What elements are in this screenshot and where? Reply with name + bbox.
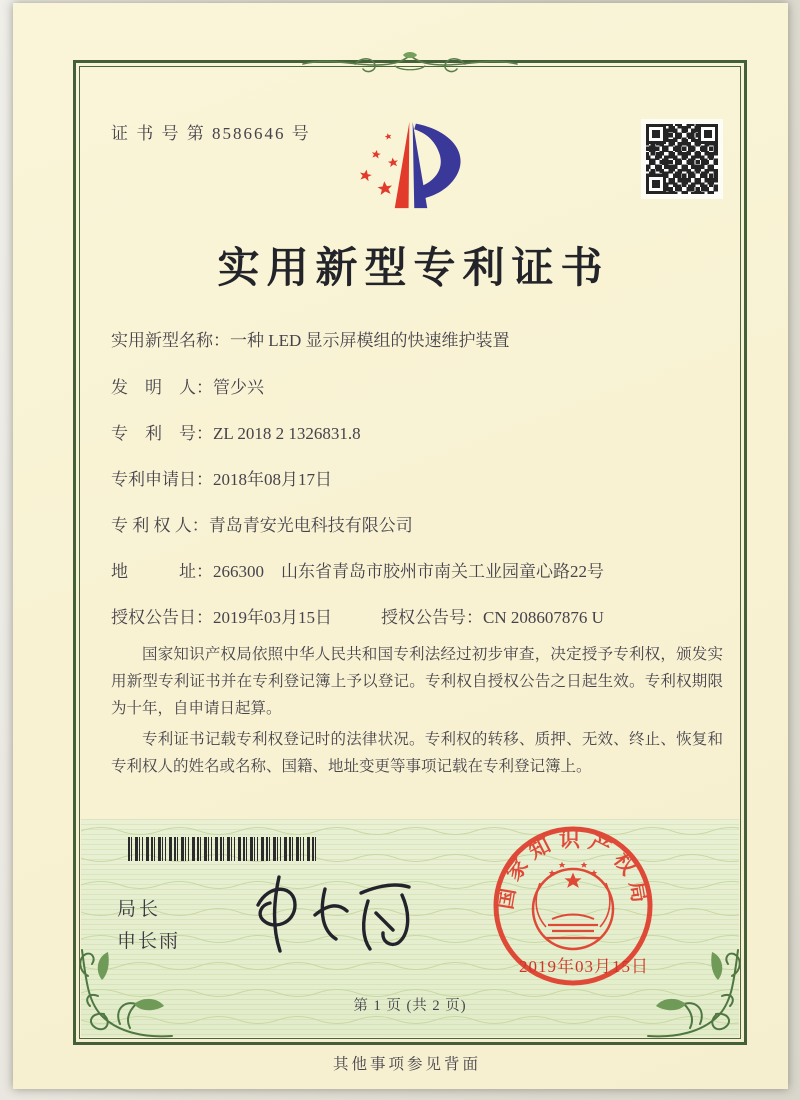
field-inventor bbox=[111, 373, 731, 398]
certificate-number: 证 书 号 第 8586646 号 bbox=[111, 124, 311, 143]
field-label: 专利申请日： bbox=[111, 470, 213, 489]
field-value: 266300 山东省青岛市胶州市南关工业园童心路22号 bbox=[213, 562, 604, 581]
corner-flourish-icon bbox=[74, 940, 178, 1044]
field-value: 管少兴 bbox=[213, 378, 264, 397]
field-value: 2018年08月17日 bbox=[213, 470, 332, 489]
issuer-title: 局长 bbox=[117, 899, 162, 920]
back-side-note: 其他事项参见背面 bbox=[332, 1056, 481, 1073]
legal-paragraph-1: 国家知识产权局依照中华人民共和国专利法经过初步审查，决定授予专利权，颁发实用新型专利证书并在专利登记簿上予以登记。专利权自授权公告之日起生效。专利权期限为十年，自申请日起算。 bbox=[111, 646, 723, 717]
decorative-border bbox=[73, 60, 747, 1045]
field-value: 一种 LED 显示屏模组的快速维护装置 bbox=[230, 331, 510, 350]
field-value: CN 208607876 U bbox=[483, 608, 604, 627]
field-label: 授权公告号： bbox=[381, 608, 483, 627]
page-number: 第 1 页 (共 2 页) bbox=[353, 998, 467, 1014]
qr-finder-bottom-left bbox=[646, 174, 666, 194]
legal-paragraph-2: 专利证书记载专利权登记时的法律状况。专利权的转移、质押、无效、终止、恢复和专利权人的姓名或名称、国籍、地址变更等事项记载在专利登记簿上。 bbox=[111, 731, 723, 775]
handwritten-signature-icon bbox=[249, 861, 424, 961]
corner-flourish-icon bbox=[642, 940, 746, 1044]
field-address bbox=[111, 557, 731, 582]
field-value: 青岛青安光电科技有限公司 bbox=[208, 516, 413, 535]
issuer-name: 申长雨 bbox=[117, 931, 181, 952]
field-grant-date-and-number bbox=[111, 603, 731, 628]
field-patent-number bbox=[111, 419, 731, 444]
guilloche-panel bbox=[81, 819, 739, 1037]
field-label: 发 明 人： bbox=[111, 378, 213, 397]
field-value: 2019年03月15日 bbox=[213, 608, 332, 627]
field-patentee bbox=[111, 511, 731, 536]
field-label: 地 址： bbox=[111, 562, 213, 581]
qr-finder-top-right bbox=[698, 124, 718, 144]
field-utility-model-name bbox=[111, 326, 731, 351]
field-value: ZL 2018 2 1326831.8 bbox=[213, 424, 361, 443]
qr-code-icon bbox=[641, 119, 723, 199]
barcode-icon bbox=[128, 837, 318, 861]
seal-date: 2019年03月15日 bbox=[519, 957, 649, 976]
field-application-date bbox=[111, 465, 731, 490]
field-label: 授权公告日： bbox=[111, 608, 213, 627]
seal-ring-text: 国家知识产权局 bbox=[493, 828, 653, 912]
field-label: 实用新型名称： bbox=[111, 331, 230, 350]
field-label: 专 利 权 人： bbox=[111, 516, 209, 535]
field-label: 专 利 号： bbox=[111, 424, 213, 443]
certificate-paper bbox=[13, 3, 788, 1089]
cnipa-logo-icon bbox=[346, 111, 476, 219]
top-border-ornament-icon bbox=[295, 50, 525, 76]
legal-text bbox=[111, 641, 723, 784]
certificate-title: 实用新型专利证书 bbox=[217, 246, 610, 292]
qr-finder-top-left bbox=[646, 124, 666, 144]
